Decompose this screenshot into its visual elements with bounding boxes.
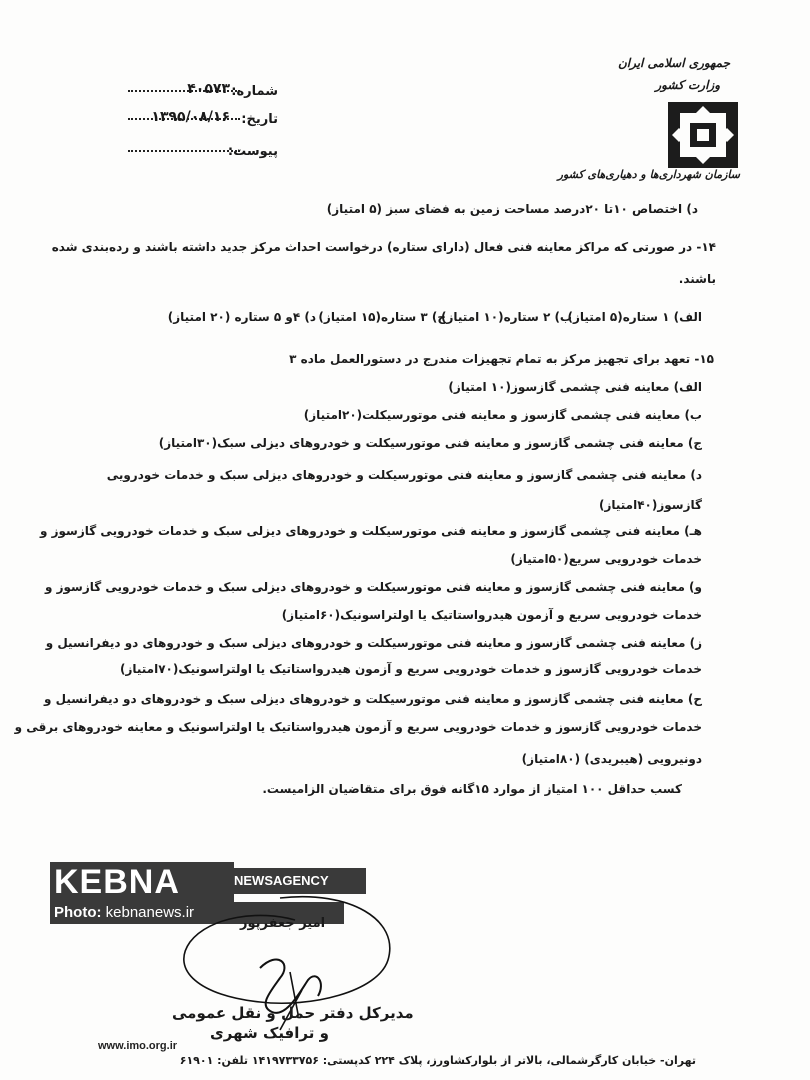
dotted-line (128, 150, 240, 152)
organization-name: سازمان شهرداری‌ها و دهیاری‌های کشور (557, 168, 740, 181)
item-15-h-line-3: دونیرویی (هیبریدی) (۸۰امتیاز) (521, 752, 702, 766)
option-three-star: ج) ۳ ستاره(۱۵ امتیاز) (318, 310, 446, 324)
item-15-c: ج) معاینه فنی چشمی گازسوز و معاینه فنی موتورسیکلت و خودروهای دیزلی سبک(۳۰امتیاز) (158, 436, 702, 450)
watermark-photo-label: Photo: (54, 904, 102, 921)
item-15-h-line-2: خدمات خودرویی گازسوز و خدمات خودرویی سریع و آزمون هیدرواستاتیک یا اولتراسونیک و معاینه خودروهای برقی و (14, 720, 702, 734)
signer-title-line-1: مدیرکل دفتر حمل و نقل عمومی (172, 1004, 414, 1022)
letter-date-value: ۱۳۹۵/۰۸/۱۶ (151, 109, 230, 125)
letter-number-row (118, 81, 278, 104)
item-15-f-line-2: خدمات خودرویی سریع و آزمون هیدرواستاتیک یا اولتراسونیک(۶۰امتیاز) (281, 608, 702, 622)
letter-number-label: شماره: (231, 84, 278, 99)
item-15-f-line-1: و) معاینه فنی چشمی گازسوز و معاینه فنی موتورسیکلت و خودروهای دیزلی سبک و خدمات خودرویی گازسوز و (44, 580, 702, 594)
option-two-star: ب) ۲ ستاره(۱۰ امتیاز) (441, 310, 572, 324)
item-15-g-line-2: خدمات خودرویی گازسوز و خدمات خودرویی سریع و آزمون هیدرواستاتیک یا اولتراسونیک(۷۰امتیاز) (119, 662, 702, 676)
footer-address: تهران- خیابان کارگرشمالی، بالاتر از بلوارکشاورز، پلاک ۲۲۴ کدپستی: ۱۴۱۹۷۳۳۷۵۶ تلفن: ۶۱۹۰۱ (179, 1054, 696, 1067)
option-one-star: الف) ۱ ستاره(۵ امتیاز) (567, 310, 702, 324)
item-15-e-line-2: خدمات خودرویی سریع(۵۰امتیاز) (510, 552, 702, 566)
item-15-e-line-1: هـ) معاینه فنی چشمی گازسوز و معاینه فنی موتورسیکلت و خودروهای دیزلی سبک و خدمات خودرویی گازسوز و (39, 524, 702, 538)
watermark-photo-site: kebnanews.ir (105, 904, 195, 921)
country-name: جمهوری اسلامی ایران (617, 56, 730, 70)
ministry-name: وزارت کشور (655, 78, 720, 92)
letter-attachment-label: پیوست: (227, 144, 278, 159)
item-15-d-line-1: د) معاینه فنی چشمی گازسوز و معاینه فنی موتورسیکلت و خودروهای دیزلی سبک و خدمات خودرویی (106, 468, 702, 482)
star-options (167, 310, 702, 328)
final-note: کسب حداقل ۱۰۰ امتیاز از موارد ۱۵گانه فوق برای متقاضیان الزامیست. (262, 782, 682, 796)
item-14-line-1: ۱۴- در صورتی که مراکز معاینه فنی فعال (دارای ستاره) درخواست احداث مرکز جدید داشته باشند و رده‌بندی شده (51, 240, 716, 254)
letter-attachment-row (118, 144, 278, 164)
signer-name: امیر جعفرپور (240, 916, 326, 931)
watermark-brand: KEBNA (50, 862, 234, 902)
letter-number-value: ۴۰۵۷۳ (187, 81, 230, 97)
watermark-tag: NEWSAGENCY (228, 868, 366, 894)
item-15-d-line-2: گازسوز(۴۰امتیاز) (598, 498, 702, 512)
letter-date-row (118, 109, 278, 132)
signer-title-line-2: و ترافیک شهری (210, 1024, 329, 1042)
ministry-emblem-icon (666, 100, 740, 170)
item-15-h-line-1: ح) معاینه فنی چشمی گازسوز و معاینه فنی موتورسیکلت و خودروهای دیزلی سبک و خودروهای دو دیفرانسیل و (43, 692, 702, 706)
clause-d-land: د) اختصاص ۱۰تا ۲۰درصد مساحت زمین به فضای سبز (۵ امتیاز) (326, 202, 698, 216)
item-15-g-line-1: ز) معاینه فنی چشمی گازسوز و معاینه فنی موتورسیکلت و خودروهای دیزلی سبک و خودروهای دو دیفرانسیل و (45, 636, 702, 650)
item-15-b: ب) معاینه فنی چشمی گازسوز و معاینه فنی موتورسیکلت(۲۰امتیاز) (303, 408, 702, 422)
letter-date-label: تاریخ: (241, 112, 278, 127)
option-four-five-star: د) ۴و ۵ ستاره (۲۰ امتیاز) (167, 310, 316, 324)
item-14-line-2: باشند. (678, 272, 716, 286)
item-15-title: ۱۵- تعهد برای تجهیز مرکز به تمام تجهیزات مندرج در دستورالعمل ماده ۳ (289, 352, 714, 366)
footer-website: www.imo.org.ir (98, 1040, 178, 1052)
item-15-a: الف) معاینه فنی چشمی گازسوز(۱۰ امتیاز) (448, 380, 702, 394)
